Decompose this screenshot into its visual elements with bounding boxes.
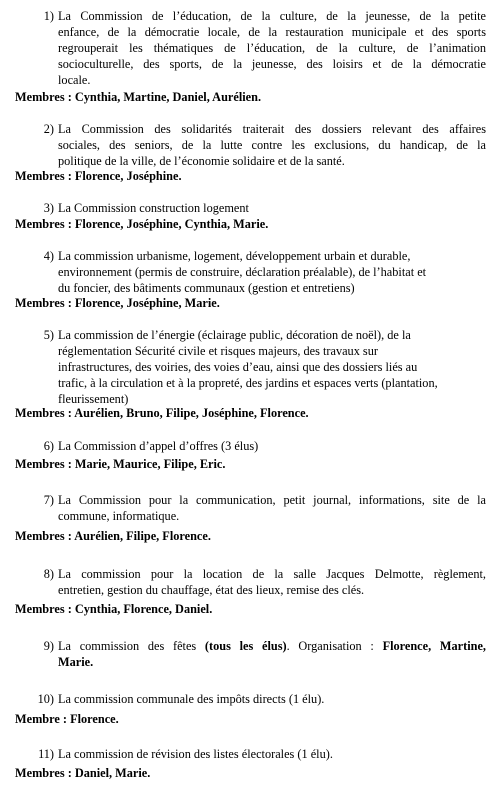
commission-description: [58, 327, 486, 407]
description-line: La commission urbanisme, logement, développement urbain et durable,: [58, 249, 411, 263]
item-number: 6): [43, 439, 54, 453]
item-number: 1): [43, 9, 54, 23]
description-text: . Organisation :: [286, 639, 383, 653]
description-text: La commission des fêtes: [58, 639, 205, 653]
description-line: regrouperait les thématiques de l’éducation, de la culture, de l’animation: [58, 41, 486, 55]
description-line: réglementation Sécurité civile et risques majeurs, des travaux sur: [58, 344, 378, 358]
item-number: 5): [43, 328, 54, 342]
description-line: trafic, à la circulation et à la propreté, des jardins et espaces verts (plantation,: [58, 376, 438, 390]
item-number: 2): [43, 122, 54, 136]
item-number: 9): [43, 639, 54, 653]
description-line: sociales, des seniors, de la lutte contre les exclusions, du handicap, de la: [58, 138, 486, 152]
description-line: du foncier, des bâtiments communaux (gestion et entretiens): [58, 281, 355, 295]
members-line: Membres : Florence, Joséphine, Cynthia, Marie.: [15, 217, 269, 231]
description-line: entretien, gestion du chauffage, état des lieux, remise des clés.: [58, 583, 365, 597]
members-line: Membre : Florence.: [15, 712, 119, 726]
commission-description: [58, 200, 486, 216]
description-line: La Commission d’appel d’offres (3 élus): [58, 439, 259, 453]
commission-description: [58, 248, 486, 296]
members-line: Membres : Daniel, Marie.: [15, 766, 151, 780]
item-number: 11): [38, 747, 54, 761]
organizers-names: Florence, Martine,: [382, 639, 486, 653]
description-line: environnement (permis de construire, déclaration préalable), de l’habitat et: [58, 265, 427, 279]
description-line: [58, 638, 486, 654]
description-line: politique de la ville, de l’économie solidaire et de la santé.: [58, 154, 345, 168]
commission-description: [58, 691, 486, 707]
commission-description: [58, 8, 486, 88]
item-number: 3): [43, 201, 54, 215]
members-line: Membres : Aurélien, Filipe, Florence.: [15, 529, 211, 543]
members-line: Membres : Marie, Maurice, Filipe, Eric.: [15, 457, 226, 471]
members-line: Membres : Cynthia, Florence, Daniel.: [15, 602, 213, 616]
item-number: 7): [43, 493, 54, 507]
commission-description: [58, 492, 486, 524]
members-line: Membres : Cynthia, Martine, Daniel, Aurélien.: [15, 90, 262, 104]
description-line: commune, informatique.: [58, 509, 180, 523]
members-line: Membres : Florence, Joséphine, Marie.: [15, 296, 220, 310]
description-line: enfance, de la démocratie locale, de la restauration municipale et des sports: [58, 25, 486, 39]
item-number: 8): [43, 567, 54, 581]
description-line: La commission pour la location de la salle Jacques Delmotte, règlement,: [58, 567, 486, 581]
organizers-names: Marie.: [58, 655, 94, 669]
description-line: La commission de révision des listes électorales (1 élu).: [58, 747, 333, 761]
description-line: La Commission construction logement: [58, 201, 249, 215]
description-emphasis: (tous les élus): [204, 639, 287, 653]
description-line: locale.: [58, 73, 91, 87]
commission-description: [58, 438, 486, 454]
commission-description: [58, 121, 486, 169]
description-line: La commission communale des impôts directs (1 élu).: [58, 692, 325, 706]
description-line: La commission de l’énergie (éclairage public, décoration de noël), de la: [58, 328, 411, 342]
commission-description: [58, 638, 486, 670]
description-line: socioculturelle, des sports, de la jeunesse, des loisirs et de la démocratie: [58, 57, 486, 71]
item-number: 4): [43, 249, 54, 263]
description-line: fleurissement): [58, 392, 129, 406]
description-line: infrastructures, des voiries, des voies d’eau, ainsi que des dossiers liés au: [58, 360, 418, 374]
item-number: 10): [37, 692, 54, 706]
description-line: La Commission des solidarités traiterait des dossiers relevant des affaires: [58, 122, 486, 136]
members-line: Membres : Florence, Joséphine.: [15, 169, 182, 183]
commission-description: [58, 566, 486, 598]
members-line: Membres : Aurélien, Bruno, Filipe, Joséphine, Florence.: [15, 406, 309, 420]
description-line: La Commission de l’éducation, de la culture, de la jeunesse, de la petite: [58, 9, 486, 23]
commission-description: [58, 746, 486, 762]
description-line: La Commission pour la communication, petit journal, informations, site de la: [58, 493, 486, 507]
